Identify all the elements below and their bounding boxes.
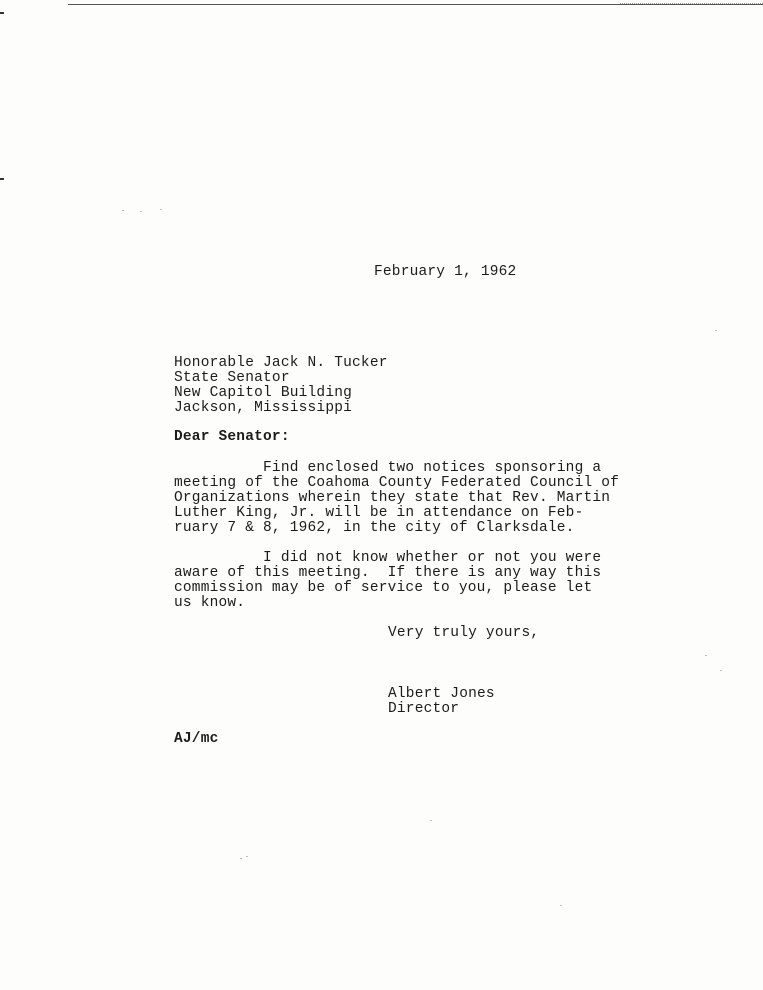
paper-speck bbox=[122, 210, 124, 211]
body-paragraph-2-line: commission may be of service to you, please let bbox=[174, 580, 593, 596]
paper-speck bbox=[720, 670, 722, 671]
address-line-city: Jackson, Mississippi bbox=[174, 400, 353, 416]
top-edge-rule bbox=[68, 4, 763, 5]
address-line-name: Honorable Jack N. Tucker bbox=[174, 355, 388, 371]
signatory-title: Director bbox=[388, 701, 460, 717]
paper-speck bbox=[705, 655, 707, 656]
salutation: Dear Senator: bbox=[174, 429, 290, 445]
letter-date: February 1, 1962 bbox=[374, 264, 517, 280]
paper-speck bbox=[560, 905, 562, 906]
paper-speck bbox=[160, 209, 162, 210]
body-paragraph-1-line: meeting of the Coahoma County Federated Council of bbox=[174, 475, 620, 491]
body-paragraph-2-line: aware of this meeting. If there is any way this bbox=[174, 565, 602, 581]
left-edge-mark bbox=[0, 12, 4, 14]
complimentary-close: Very truly yours, bbox=[388, 625, 540, 641]
paper-speck bbox=[240, 858, 242, 859]
paper-speck bbox=[246, 856, 248, 857]
body-paragraph-2-line: us know. bbox=[174, 595, 246, 611]
address-line-building: New Capitol Building bbox=[174, 385, 353, 401]
body-paragraph-2-line: I did not know whether or not you were bbox=[174, 550, 602, 566]
body-paragraph-1-line: Organizations wherein they state that Rev. Martin bbox=[174, 490, 611, 506]
body-paragraph-1-line: Luther King, Jr. will be in attendance on Feb- bbox=[174, 505, 584, 521]
top-edge-dots bbox=[620, 0, 763, 4]
signatory-name: Albert Jones bbox=[388, 686, 495, 702]
paper-speck bbox=[140, 211, 142, 212]
body-paragraph-1-line: Find enclosed two notices sponsoring a bbox=[174, 460, 602, 476]
left-edge-mark bbox=[0, 178, 4, 180]
address-line-title: State Senator bbox=[174, 370, 290, 386]
reference-initials: AJ/mc bbox=[174, 731, 219, 747]
paper-speck bbox=[715, 330, 717, 331]
body-paragraph-1-line: ruary 7 & 8, 1962, in the city of Clarksdale. bbox=[174, 520, 575, 536]
paper-speck bbox=[430, 820, 432, 821]
